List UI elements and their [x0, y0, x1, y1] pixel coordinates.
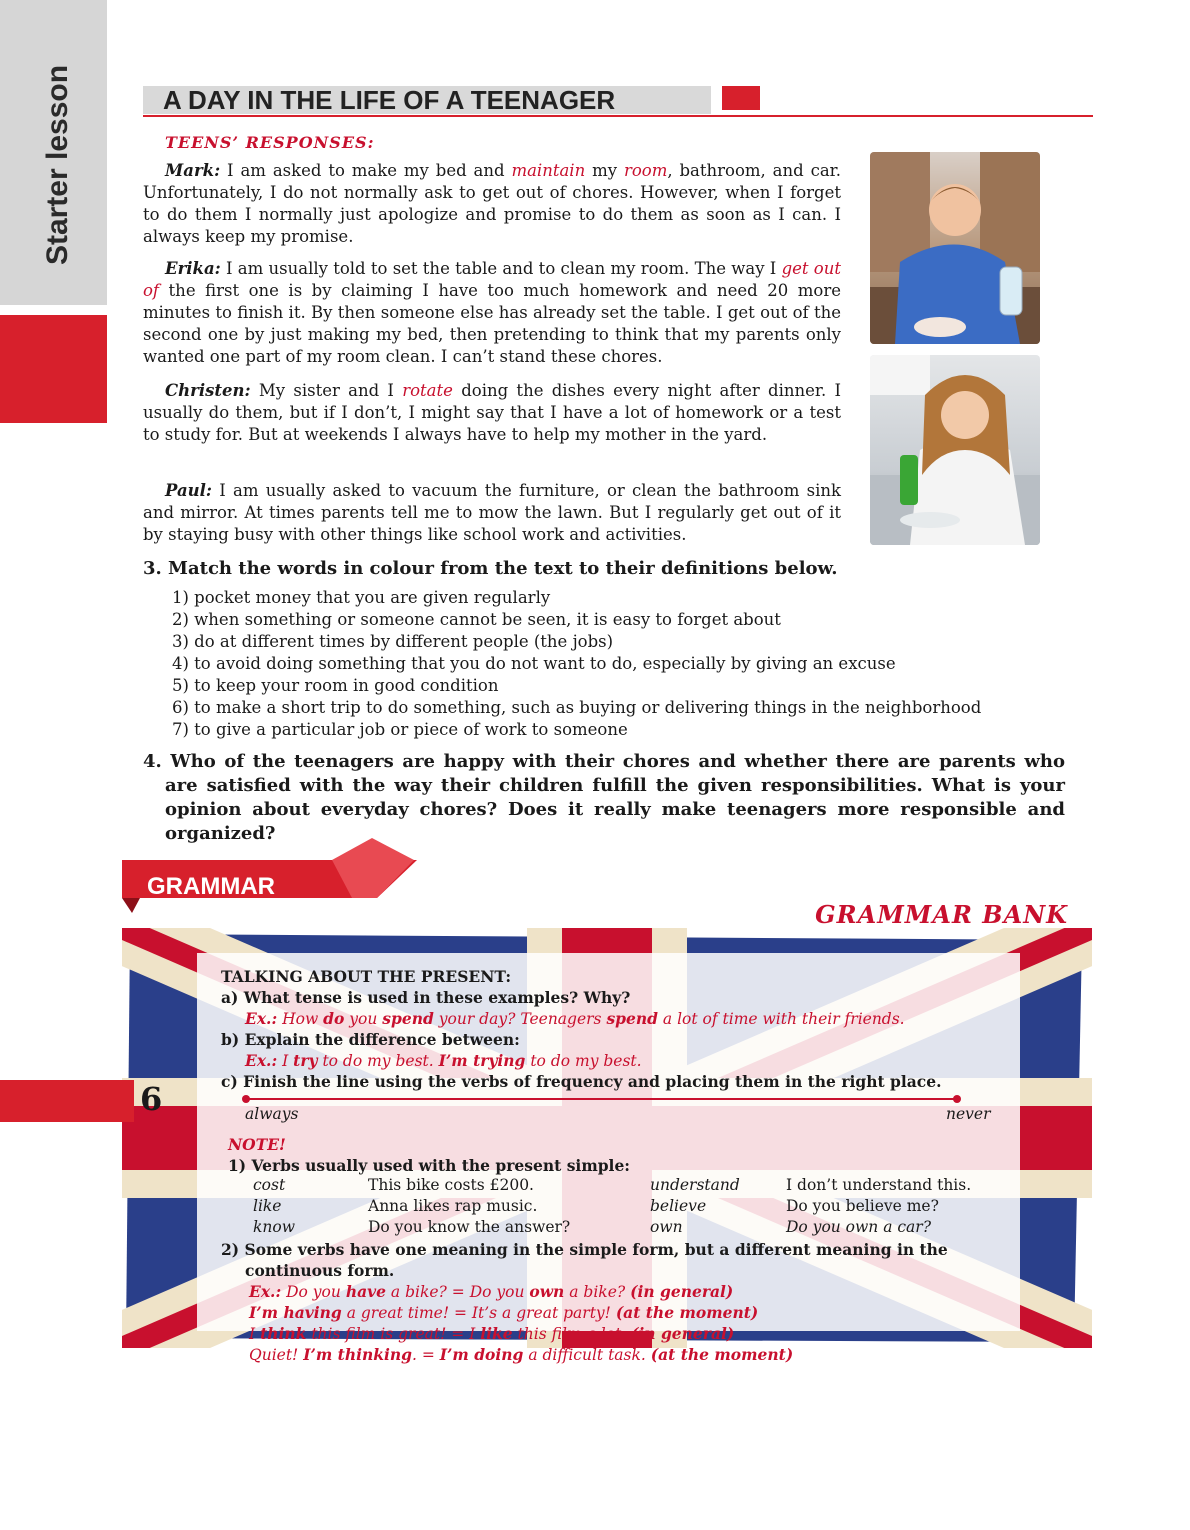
verb-cell: understand — [650, 1176, 740, 1194]
page-number: 6 — [140, 1080, 163, 1118]
photo-teen-boy-cleaning — [870, 152, 1040, 344]
table-row — [253, 1176, 971, 1197]
example-text: . = — [411, 1346, 440, 1364]
example-emphasis: (at the moment) — [650, 1345, 794, 1364]
example-text: a great time! = It’s a great party! — [341, 1304, 616, 1322]
verb-cell: believe — [650, 1197, 707, 1215]
verb-cell: like — [253, 1197, 282, 1215]
example-2-line — [249, 1344, 793, 1366]
example-emphasis: (in general) — [631, 1324, 735, 1343]
title-accent-block — [722, 86, 760, 110]
note-heading: NOTE! — [228, 1135, 286, 1154]
response-paul — [143, 480, 841, 546]
frequency-never-label: never — [946, 1105, 991, 1123]
side-tab-label: Starter lesson — [41, 64, 74, 266]
highlight-word: rotate — [402, 381, 453, 400]
speaker-name: Erika: — [165, 259, 221, 278]
response-text: my — [585, 161, 624, 180]
frequency-always-label: always — [245, 1105, 299, 1123]
response-text: I am usually asked to vacuum the furniture, or clean the bathroom sink and mirror. At times parents tell me to mow the lawn. But I regularly get out of it by staying busy with other things like school work and activities. — [143, 481, 841, 544]
example-cell: This bike costs £200. — [368, 1176, 534, 1194]
table-row — [253, 1218, 971, 1239]
example-text: a bike? — [564, 1283, 631, 1301]
list-item: 6) to make a short trip to do something, such as buying or delivering things in the neighborhood — [172, 698, 982, 717]
speaker-name: Paul: — [165, 481, 213, 500]
verbs-table — [253, 1176, 971, 1239]
table-row — [253, 1197, 971, 1218]
example-emphasis: like — [480, 1324, 513, 1343]
response-text: My sister and I — [250, 381, 403, 400]
list-item: 4) to avoid doing something that you do not want to do, especially by giving an excuse — [172, 654, 896, 673]
list-item: 5) to keep your room in good condition — [172, 676, 499, 695]
response-text: I am usually told to set the table and to clean my room. The way I — [220, 259, 782, 278]
side-tab-accent — [0, 315, 107, 423]
frequency-line — [245, 1098, 957, 1100]
definitions-list — [172, 587, 981, 741]
exercise-4-question: 4. Who of the teenagers are happy with their chores and whether there are parents who are satisfied with the way their children fulfill the given responsibilities. What is your opinion about everyday chores? Does it really make teenagers more responsible and organized? — [143, 751, 1065, 844]
example-text: Quiet! — [249, 1346, 304, 1364]
list-item: 1) pocket money that you are given regularly — [172, 588, 551, 607]
example-text: Do you — [281, 1283, 346, 1301]
response-text: the first one is by claiming I have too much homework and need 20 more minutes to finish it. By then someone else has already set the table. I get out of the second one by just making my bed, then pretending to think that my parents only wanted one part of my room clean. I can’t stand these chores. — [143, 281, 841, 366]
note-1: 1) Verbs usually used with the present simple: — [228, 1156, 631, 1175]
example-text: I — [249, 1325, 261, 1343]
verb-cell: cost — [253, 1176, 286, 1194]
page-number-bar — [0, 1080, 134, 1122]
speaker-name: Mark: — [165, 161, 221, 180]
example-emphasis: try — [293, 1051, 318, 1070]
example-emphasis: I’m doing — [439, 1345, 524, 1364]
note-2-line-2: continuous form. — [245, 1261, 395, 1280]
example-text: a lot of time with their friends. — [657, 1010, 905, 1028]
example-text: this film is great! = I — [306, 1325, 481, 1343]
example-emphasis: I’m having — [249, 1303, 342, 1322]
highlight-word: maintain — [511, 161, 586, 180]
list-item: 3) do at different times by different people (the jobs) — [172, 632, 614, 651]
highlight-word: room — [623, 161, 668, 180]
example-cell: I don’t understand this. — [786, 1176, 972, 1194]
response-text: doing the dishes every night after dinner. I usually do them, but if I don’t, I might say that I have a lot of homework or a test to study for. But at weekends I always have to help my mother in the yard. — [143, 381, 841, 444]
example-cell: Do you believe me? — [786, 1197, 939, 1215]
response-christen — [143, 380, 841, 446]
example-text: I — [277, 1052, 294, 1070]
example-2-line — [249, 1323, 734, 1345]
response-text: I am asked to make my bed and — [220, 161, 512, 180]
example-text: to do my best. — [525, 1052, 642, 1070]
list-item: 7) to give a particular job or piece of work to someone — [172, 720, 628, 739]
response-text: , bathroom, and car. Unfortunately, I do not normally ask to get out of chores. However, when I forget to do them I normally just apologize and promise to do them as soon as I can. I always keep my promise. — [143, 161, 841, 246]
page-title: A DAY IN THE LIFE OF A TEENAGER — [163, 85, 616, 115]
note-2-line-1: 2) Some verbs have one meaning in the simple form, but a different meaning in the — [221, 1240, 948, 1259]
verb-cell: own — [650, 1218, 683, 1236]
example-label: Ex.: — [249, 1282, 282, 1301]
frequency-line-end-dot — [953, 1095, 961, 1103]
example-a — [245, 1008, 905, 1030]
example-emphasis: spend — [382, 1009, 434, 1028]
example-cell: Do you know the answer? — [368, 1218, 571, 1236]
example-cell: Anna likes rap music. — [368, 1197, 538, 1215]
example-cell: Do you own a car? — [786, 1218, 932, 1236]
example-2-line — [249, 1302, 758, 1324]
grammar-banner-label: GRAMMAR — [147, 873, 275, 900]
title-rule — [143, 115, 1093, 117]
example-emphasis: (in general) — [630, 1282, 734, 1301]
example-2-line — [249, 1281, 733, 1303]
example-emphasis: own — [529, 1282, 565, 1301]
example-text: to do my best. — [317, 1052, 439, 1070]
photo-teen-girl-washing-dishes — [870, 355, 1040, 545]
verb-cell: know — [253, 1218, 295, 1236]
highlight-word: get out of — [143, 259, 841, 300]
example-emphasis: have — [345, 1282, 386, 1301]
speaker-name: Christen: — [165, 381, 251, 400]
question-a: a) What tense is used in these examples? Why? — [221, 988, 631, 1007]
example-emphasis: think — [260, 1324, 307, 1343]
grammar-heading: TALKING ABOUT THE PRESENT: — [221, 967, 512, 986]
example-text: your day? Teenagers — [433, 1010, 607, 1028]
example-text: a bike? = Do you — [386, 1283, 530, 1301]
responses-heading: TEENS’ RESPONSES: — [165, 133, 375, 152]
example-emphasis: do — [323, 1009, 345, 1028]
question-b: b) Explain the difference between: — [221, 1030, 520, 1049]
example-text: a difficult task. — [523, 1346, 651, 1364]
example-text: this film a lot. — [512, 1325, 632, 1343]
response-erika — [143, 258, 841, 368]
example-emphasis: (at the moment) — [615, 1303, 759, 1322]
example-text: you — [344, 1010, 383, 1028]
list-item: 2) when something or someone cannot be seen, it is easy to forget about — [172, 610, 781, 629]
example-label: Ex.: — [245, 1051, 278, 1070]
exercise-3-heading: 3. Match the words in colour from the text to their definitions below. — [143, 558, 838, 579]
example-b — [245, 1050, 642, 1072]
example-emphasis: I’m trying — [438, 1051, 526, 1070]
question-c: c) Finish the line using the verbs of frequency and placing them in the right place. — [221, 1072, 942, 1091]
side-tab — [28, 30, 88, 300]
grammar-bank-title: GRAMMAR BANK — [815, 900, 1068, 929]
example-label: Ex.: — [245, 1009, 278, 1028]
response-mark — [143, 160, 841, 248]
frequency-line-start-dot — [242, 1095, 250, 1103]
example-text: How — [277, 1010, 324, 1028]
example-emphasis: spend — [606, 1009, 658, 1028]
example-emphasis: I’m thinking — [303, 1345, 412, 1364]
